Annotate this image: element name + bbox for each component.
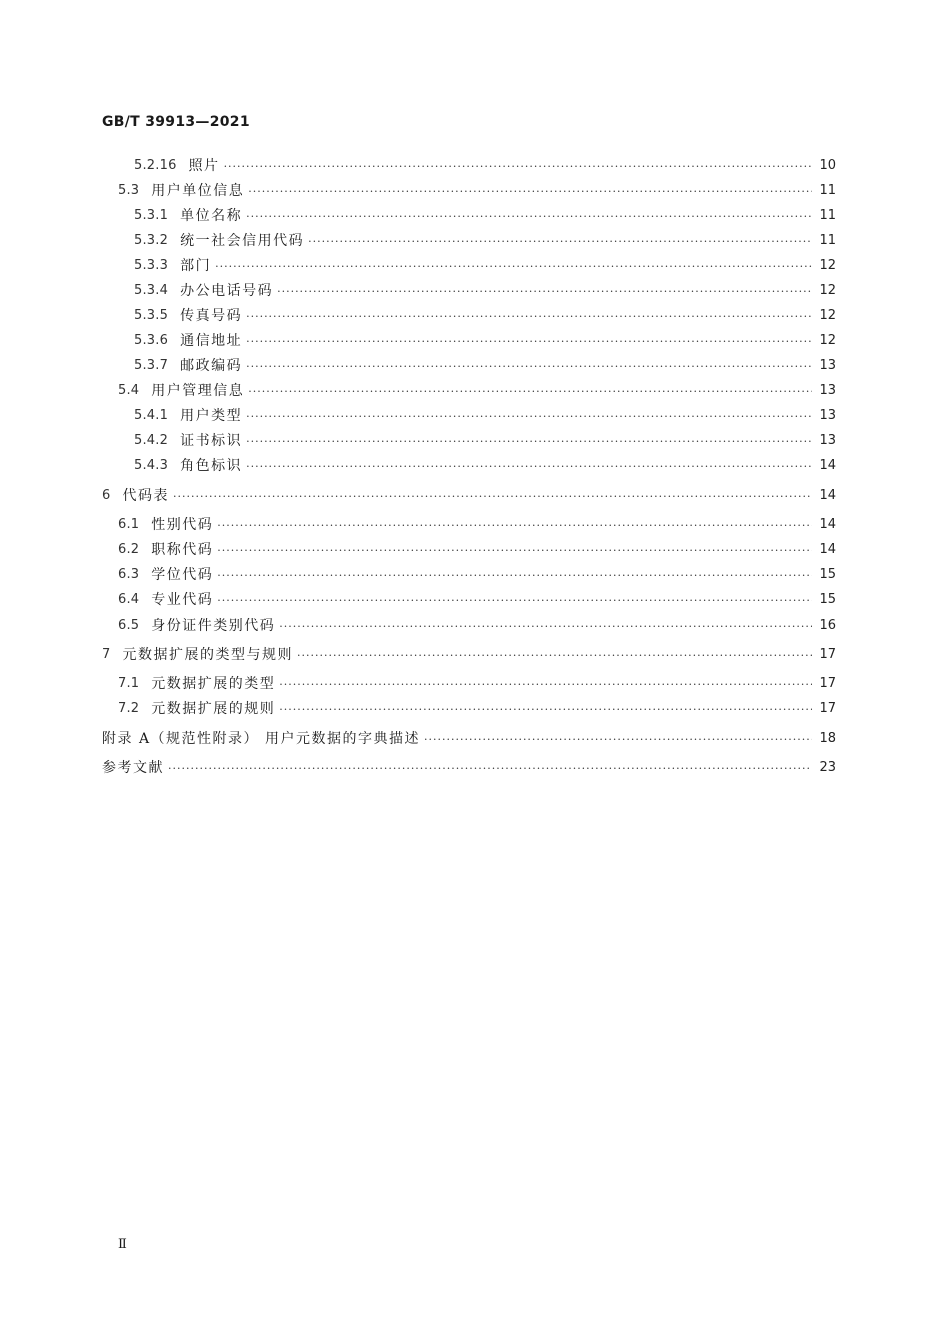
toc-entry[interactable] <box>134 406 836 426</box>
toc-entry-page: 17 <box>819 701 836 716</box>
standard-code-header: GB/T 39913—2021 <box>102 114 250 130</box>
toc-entry-page: 15 <box>819 592 836 607</box>
dot-leader <box>308 233 812 251</box>
toc-entry-title: 通信地址 <box>180 333 243 349</box>
toc-entry-title: 统一社会信用代码 <box>180 233 305 249</box>
dot-leader <box>173 488 812 506</box>
dot-leader <box>424 731 812 749</box>
toc-entry-page: 12 <box>819 283 836 298</box>
toc-entry-number: 5.3.3 <box>134 258 169 273</box>
toc-entry-title: 学位代码 <box>151 567 214 583</box>
dot-leader <box>217 517 812 535</box>
toc-entry-title: 元数据扩展的规则 <box>151 701 276 717</box>
toc-entry-number: 5.3.1 <box>134 208 169 223</box>
toc-entry-number: 5.2.16 <box>134 158 177 173</box>
toc-entry-page: 17 <box>819 647 836 662</box>
toc-entry[interactable] <box>134 356 836 376</box>
toc-entry[interactable] <box>118 674 836 694</box>
toc-entry-title: 角色标识 <box>180 458 243 474</box>
toc-entry[interactable] <box>118 181 836 201</box>
toc-entry-page: 23 <box>819 760 836 775</box>
dot-leader <box>297 647 812 665</box>
toc-entry-number: 6.1 <box>118 517 140 532</box>
toc-entry-number: 5.3.4 <box>134 283 169 298</box>
toc-entry-number: 7.1 <box>118 676 140 691</box>
toc-entry[interactable] <box>118 699 836 719</box>
toc-entry-page: 13 <box>819 383 836 398</box>
toc-entry-appendix[interactable] <box>102 729 836 749</box>
toc-entry-number: 6.3 <box>118 567 140 582</box>
dot-leader <box>248 383 812 401</box>
dot-leader <box>215 258 812 276</box>
toc-entry-page: 14 <box>819 458 836 473</box>
toc-entry-number: 7 <box>102 647 111 662</box>
toc-entry-page: 12 <box>819 258 836 273</box>
toc-entry-title: 传真号码 <box>180 308 243 324</box>
toc-entry-number: 5.4.1 <box>134 408 169 423</box>
toc-entry-title: 用户单位信息 <box>151 183 245 199</box>
toc-entry-title: 用户管理信息 <box>151 383 245 399</box>
toc-entry-page: 13 <box>819 358 836 373</box>
toc-entry-number: 5.3.6 <box>134 333 169 348</box>
dot-leader <box>246 433 812 451</box>
toc-entry-number: 5.4.2 <box>134 433 169 448</box>
toc-entry-page: 12 <box>819 308 836 323</box>
toc-entry-number: 6.4 <box>118 592 140 607</box>
toc-entry-title: 照片 <box>188 158 220 174</box>
toc-entry-page: 18 <box>819 731 836 746</box>
toc-entry[interactable] <box>134 206 836 226</box>
toc-entry-page: 16 <box>819 618 836 633</box>
toc-entry-page: 12 <box>819 333 836 348</box>
toc-entry-title: 职称代码 <box>151 542 214 558</box>
dot-leader <box>246 458 812 476</box>
toc-entry-page: 11 <box>819 233 836 248</box>
toc-entry-title: 身份证件类别代码 <box>151 618 276 634</box>
toc-entry[interactable] <box>134 331 836 351</box>
toc-entry-number: 6.5 <box>118 618 140 633</box>
toc-entry-page: 13 <box>819 408 836 423</box>
toc-entry-title: 邮政编码 <box>180 358 243 374</box>
dot-leader <box>279 618 812 636</box>
toc-entry[interactable] <box>134 231 836 251</box>
dot-leader <box>224 158 812 176</box>
toc-entry-number: 5.3.7 <box>134 358 169 373</box>
dot-leader <box>246 358 812 376</box>
toc-entry-number: 7.2 <box>118 701 140 716</box>
toc-entry-title: 附录 A（规范性附录） 用户元数据的字典描述 <box>102 731 421 747</box>
toc-entry[interactable] <box>134 256 836 276</box>
toc-entry-references[interactable] <box>102 758 836 778</box>
toc-entry-page: 14 <box>819 488 836 503</box>
dot-leader <box>246 308 812 326</box>
dot-leader <box>277 283 812 301</box>
toc-entry-number: 5.3 <box>118 183 140 198</box>
toc-entry-number: 6 <box>102 488 111 503</box>
toc-entry[interactable] <box>134 456 836 476</box>
dot-leader <box>168 760 812 778</box>
toc-entry[interactable] <box>134 431 836 451</box>
toc-entry-number: 5.4 <box>118 383 140 398</box>
toc-entry-page: 14 <box>819 542 836 557</box>
dot-leader <box>217 542 812 560</box>
toc-entry[interactable] <box>118 565 836 585</box>
toc-entry-number: 6.2 <box>118 542 140 557</box>
toc-entry-title: 元数据扩展的类型 <box>151 676 276 692</box>
toc-entry[interactable] <box>118 540 836 560</box>
dot-leader <box>246 408 812 426</box>
toc-entry-title: 办公电话号码 <box>180 283 274 299</box>
toc-entry[interactable] <box>134 156 836 176</box>
toc-entry-page: 11 <box>819 208 836 223</box>
toc-entry-number: 5.3.5 <box>134 308 169 323</box>
toc-entry-page: 10 <box>819 158 836 173</box>
dot-leader <box>217 567 812 585</box>
toc-entry-title: 部门 <box>180 258 212 274</box>
toc-entry-title: 代码表 <box>122 488 169 504</box>
toc-entry-page: 15 <box>819 567 836 582</box>
toc-entry-page: 14 <box>819 517 836 532</box>
toc-entry-title: 用户类型 <box>180 408 243 424</box>
dot-leader <box>217 592 812 610</box>
page-number: Ⅱ <box>118 1237 127 1252</box>
toc-entry-title: 单位名称 <box>180 208 243 224</box>
toc-entry-title: 证书标识 <box>180 433 243 449</box>
toc-entry[interactable] <box>118 381 836 401</box>
toc-entry-title: 元数据扩展的类型与规则 <box>122 647 293 663</box>
toc-entry[interactable] <box>102 645 836 665</box>
toc-entry-page: 11 <box>819 183 836 198</box>
toc-entry[interactable] <box>134 306 836 326</box>
toc-entry[interactable] <box>134 281 836 301</box>
toc-entry-number: 5.3.2 <box>134 233 169 248</box>
toc-entry-title: 专业代码 <box>151 592 214 608</box>
toc-entry[interactable] <box>118 515 836 535</box>
toc-entry[interactable] <box>118 590 836 610</box>
toc-entry-title: 性别代码 <box>151 517 214 533</box>
dot-leader <box>279 676 812 694</box>
dot-leader <box>248 183 812 201</box>
dot-leader <box>246 333 812 351</box>
toc-entry[interactable] <box>102 486 836 506</box>
dot-leader <box>279 701 812 719</box>
toc-entry-page: 13 <box>819 433 836 448</box>
dot-leader <box>246 208 812 226</box>
toc-entry-page: 17 <box>819 676 836 691</box>
toc-entry-title: 参考文献 <box>102 760 164 776</box>
toc-entry-number: 5.4.3 <box>134 458 169 473</box>
toc-entry[interactable] <box>118 616 836 636</box>
